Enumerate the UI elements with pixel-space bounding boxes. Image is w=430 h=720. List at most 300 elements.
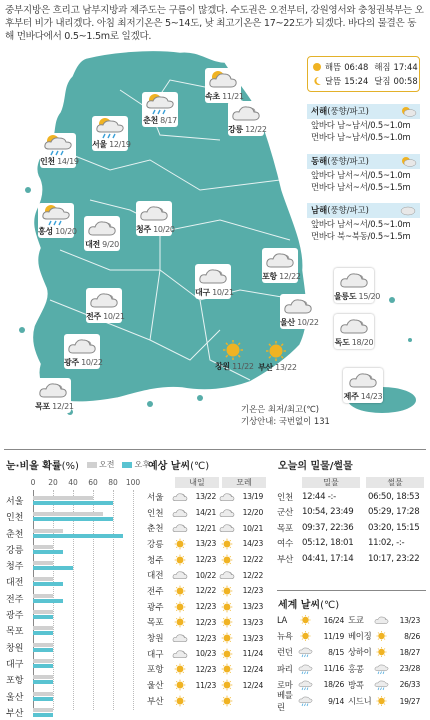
forecast-temp: 12/23: [195, 664, 216, 674]
cloud-icon: [400, 205, 416, 216]
sun-rain-icon: [43, 134, 73, 156]
sun-icon: [219, 585, 235, 597]
rain-bar-chart: [6, 492, 136, 720]
rain-bar-row: [6, 606, 136, 622]
far-value: 남서~서/0.5~1.5m: [337, 182, 411, 192]
sun-icon: [219, 632, 235, 644]
map-city: [86, 288, 125, 323]
forecast-temp: 11/24: [242, 649, 263, 659]
forecast-temp: 11/23: [195, 680, 216, 690]
sea-box-south: [307, 203, 420, 242]
map-city: [215, 339, 254, 372]
map-city: [334, 314, 374, 349]
cloud-icon: [283, 295, 313, 317]
tide-row: [277, 489, 425, 505]
rain-bar-row: [6, 671, 136, 687]
forecast-temp: 13/23: [195, 539, 216, 549]
sun-cloud-icon: [208, 69, 238, 91]
tide-table: [277, 476, 425, 567]
map-city-label: [64, 357, 103, 368]
world-city: 시드니: [348, 696, 372, 707]
tide-high-times: 05:12, 18:01: [302, 538, 354, 549]
sun-icon: [172, 585, 188, 597]
map-note: [241, 404, 330, 427]
sea-sub: (풍향/파고): [327, 156, 369, 166]
near-value: 남서~서/0.5~1.0m: [337, 219, 411, 229]
sun-icon: [219, 538, 235, 550]
map-city: [64, 334, 103, 369]
forecast-row: [147, 646, 269, 662]
forecast-temp: 10/21: [242, 523, 263, 533]
cloud-icon: [198, 265, 228, 287]
world-unit: (℃): [320, 600, 340, 611]
world-temp: 13/23: [399, 615, 420, 625]
cloud-icon: [172, 491, 188, 503]
rain-unit: (%): [61, 461, 79, 472]
far-label: 먼바다: [311, 182, 335, 192]
map-note-line2: 기상안내: 국번없이 131: [241, 415, 330, 426]
tide-port: 목포: [277, 523, 294, 534]
map-city-name: 광주: [64, 358, 79, 367]
map-city-label: [35, 401, 74, 412]
cloud-icon: [339, 269, 369, 291]
rain-bar-pm: [33, 550, 63, 554]
map-city-temp: 10/21: [209, 288, 234, 297]
rain-bar-pm: [33, 664, 53, 668]
map-city-label: [262, 271, 301, 282]
map-city-label: [343, 391, 383, 402]
map-city-temp: 12/19: [106, 140, 131, 149]
map-city-label: [258, 362, 297, 373]
forecast-row: [147, 520, 269, 536]
far-value: 북~북동/0.5~1.5m: [337, 231, 411, 241]
sun-rain-icon: [41, 204, 71, 226]
map-city-label: [334, 337, 374, 348]
forecast-temp: 12/23: [195, 555, 216, 565]
cloud-icon: [348, 369, 378, 391]
forecast-city: 전주: [147, 586, 164, 597]
map-city-name: 청주: [136, 225, 151, 234]
rain-bar-row: [6, 573, 136, 589]
map-city-temp: 13/22: [272, 363, 297, 372]
rain-bar-pm: [33, 599, 63, 603]
sun-icon: [219, 695, 235, 707]
rain-bar-row: [6, 688, 136, 704]
map-city-temp: 18/20: [349, 338, 374, 347]
map-city: [205, 68, 244, 103]
rain-icon: [298, 646, 313, 658]
forecast-col-tomorrow: 내일: [175, 477, 219, 488]
map-city: [40, 133, 79, 168]
sun-icon: [172, 679, 188, 691]
cloud-icon: [172, 632, 188, 644]
rain-bar-am: [33, 561, 53, 565]
forecast-row: [147, 567, 269, 583]
rain-category-label: 창원: [6, 643, 24, 654]
map-city: [334, 268, 381, 303]
map-city-temp: 14/19: [54, 157, 79, 166]
rain-bar-am: [33, 512, 103, 516]
forecast-temp: 12/23: [195, 602, 216, 612]
map-city: [258, 340, 297, 373]
map-city: [92, 116, 131, 151]
tide-low-times: 06:50, 18:53: [368, 491, 420, 502]
rain-bar-pm: [33, 517, 113, 521]
map-city-temp: 15/20: [356, 292, 381, 301]
tide-row: [277, 551, 425, 567]
cloud-icon: [339, 315, 369, 337]
rain-title-text: 눈·비올 확률: [6, 461, 62, 472]
cloud-icon: [231, 102, 261, 124]
map-city-name: 대전: [85, 240, 100, 249]
forecast-unit: (℃): [190, 461, 210, 472]
map-city-name: 제주: [343, 392, 359, 401]
world-row: [277, 612, 427, 628]
tide-high-times: 10:54, 23:49: [302, 507, 354, 518]
map-city-name: 목포: [35, 402, 50, 411]
world-weather-table: [277, 612, 427, 713]
sun-icon: [219, 554, 235, 566]
rain-title: [6, 457, 79, 472]
map-city-temp: 11/21: [219, 92, 244, 101]
tide-low-times: 10:17, 23:22: [368, 553, 420, 564]
map-city-name: 부산: [258, 363, 273, 372]
sea-sub: (풍향/파고): [327, 106, 369, 116]
world-row: [277, 661, 427, 677]
cloud-icon: [38, 379, 68, 401]
sun-icon: [219, 601, 235, 613]
cloud-icon: [219, 491, 235, 503]
map-city: [280, 294, 319, 329]
moon-icon: [312, 76, 322, 86]
moonset-time: 00:58: [393, 76, 418, 86]
divider: [4, 449, 426, 450]
rain-bar-am: [33, 626, 53, 630]
rain-bar-row: [6, 704, 136, 720]
map-city: [136, 201, 175, 236]
world-city: 뉴욕: [277, 631, 293, 642]
sun-icon: [261, 340, 291, 362]
map-city-label: [86, 311, 125, 322]
rain-bar-am: [33, 529, 63, 533]
tide-port: 군산: [277, 508, 294, 519]
forecast-title-text: 예상 날씨: [148, 461, 191, 472]
rain-bar-pm: [33, 697, 53, 701]
world-temp: 11/19: [323, 631, 344, 641]
map-city-temp: 12/21: [49, 402, 74, 411]
forecast-temp: 12/23: [195, 633, 216, 643]
forecast-temp: 10/23: [195, 649, 216, 659]
tide-row: [277, 536, 425, 552]
sunrise-label: 해뜸: [325, 62, 342, 72]
rain-bar-am: [33, 708, 53, 712]
near-label: 앞바다: [311, 120, 335, 130]
moonrise-time: 15:24: [344, 76, 369, 86]
rain-bar-am: [33, 496, 93, 500]
forecast-city: 청주: [147, 555, 164, 566]
sun-icon: [298, 614, 313, 626]
map-city-temp: 9/20: [99, 240, 119, 249]
rain-bar-pm: [33, 631, 53, 635]
map-city-name: 속초: [205, 92, 220, 101]
rain-bar-pm: [33, 648, 53, 652]
forecast-city: 광주: [147, 602, 164, 613]
world-row: [277, 677, 427, 693]
sun-cloud-icon: [400, 156, 416, 167]
sea-title: 서해: [311, 106, 328, 116]
rain-bar-pm: [33, 501, 113, 505]
world-temp: 9/14: [328, 696, 344, 706]
far-label: 먼바다: [311, 132, 335, 142]
cloud-icon: [139, 202, 169, 224]
forecast-title: [148, 457, 209, 472]
map-city-name: 전주: [86, 312, 101, 321]
forecast-row: [147, 536, 269, 552]
rain-category-label: 울산: [6, 692, 24, 703]
cloud-icon: [172, 569, 188, 581]
world-temp: 19/27: [399, 696, 420, 706]
map-city-name: 울릉도: [334, 292, 357, 301]
sun-icon: [172, 538, 188, 550]
forecast-col-dayafter: 모레: [222, 477, 266, 488]
rain-bar-am: [33, 643, 53, 647]
rain-icon: [298, 695, 313, 707]
world-temp: 18/26: [323, 680, 344, 690]
map-note-line1: 기온은 최저/최고(℃): [241, 404, 320, 414]
map-city: [195, 264, 234, 299]
map-city-name: 울산: [280, 318, 295, 327]
sea-box-east: [307, 154, 420, 193]
forecast-city: 울산: [147, 681, 164, 692]
forecast-temp: 12/22: [195, 586, 216, 596]
legend-am: 오전: [99, 460, 115, 469]
rain-bar-pm: [33, 615, 53, 619]
map-city-label: [40, 156, 79, 167]
rain-category-label: 서울: [6, 497, 24, 507]
map-city-name: 홍성: [38, 227, 53, 236]
map-city-label: [215, 361, 254, 372]
world-temp: 18/27: [399, 647, 420, 657]
forecast-temp: 14/21: [195, 508, 216, 518]
near-label: 앞바다: [311, 170, 335, 180]
forecast-city: 대전: [147, 571, 164, 582]
forecast-temp: 12/22: [242, 570, 263, 580]
moonset-label: 달짐: [374, 76, 391, 86]
world-temp: 16/24: [323, 615, 344, 625]
rain-category-label: 목포: [6, 627, 24, 638]
sea-title: 남해: [311, 205, 328, 215]
map-city: [142, 92, 178, 127]
forecast-temp: 13/23: [242, 633, 263, 643]
map-city-name: 포항: [262, 272, 277, 281]
cloud-icon: [87, 217, 117, 239]
forecast-city: 포항: [147, 665, 164, 676]
map-city-temp: 11/22: [229, 362, 254, 371]
map-city-name: 독도: [334, 338, 350, 347]
map-city: [343, 368, 383, 403]
rain-category-label: 청주: [6, 562, 24, 573]
world-temp: 8/26: [404, 631, 420, 641]
world-row: [277, 628, 427, 644]
forecast-row: [147, 693, 269, 709]
tide-high-times: 12:44 -:-: [302, 491, 336, 502]
cloud-icon: [172, 522, 188, 534]
sun-icon: [219, 679, 235, 691]
map-city-temp: 10/22: [294, 318, 319, 327]
sun-icon: [172, 554, 188, 566]
map-city-name: 강릉: [228, 125, 243, 134]
sun-icon: [312, 62, 322, 72]
forecast-temp: 12/22: [242, 555, 263, 565]
world-city: 홍콩: [348, 663, 364, 674]
map-city-label: [136, 224, 175, 235]
tide-row: [277, 505, 425, 521]
sun-icon: [219, 648, 235, 660]
world-title-text: 세계 날씨: [278, 600, 321, 611]
cloud-icon: [219, 522, 235, 534]
map-city-label: [280, 317, 319, 328]
forecast-city: 강릉: [147, 539, 164, 550]
forecast-city: 창원: [147, 634, 164, 645]
sun-icon: [374, 630, 389, 642]
sun-icon: [219, 663, 235, 675]
tide-col-high: 밀물: [302, 477, 360, 488]
sunset-time: 17:44: [393, 62, 418, 72]
sun-cloud-icon: [400, 106, 416, 117]
world-temp: 8/15: [328, 647, 344, 657]
rain-bar-am: [33, 594, 53, 598]
legend-pm: 오후: [134, 460, 150, 469]
world-city: 베를린: [277, 690, 293, 713]
rain-bar-am: [33, 659, 53, 663]
near-value: 남~남서/0.5~1.0m: [337, 120, 411, 130]
forecast-row: [147, 662, 269, 678]
map-city-temp: 10/20: [52, 227, 77, 236]
map-city-name: 춘천: [143, 116, 158, 125]
map-city-label: [142, 115, 178, 126]
forecast-temp: 14/23: [242, 539, 263, 549]
rain-bar-pm: [33, 680, 53, 684]
cloud-icon: [67, 335, 97, 357]
rain-category-label: 광주: [6, 611, 24, 622]
world-row: [277, 644, 427, 660]
rain-bar-am: [33, 610, 53, 614]
forecast-temp: 13/19: [242, 492, 263, 502]
map-city-label: [334, 291, 381, 302]
map-city-temp: 10/20: [150, 225, 175, 234]
rain-bar-am: [33, 545, 53, 549]
map-city: [38, 203, 77, 238]
forecast-city: 대구: [147, 649, 164, 660]
forecast-row: [147, 599, 269, 615]
forecast-row: [147, 677, 269, 693]
rain-axis-tick: 0: [30, 478, 36, 487]
rain-category-label: 전주: [6, 594, 24, 605]
rain-category-label: 대전: [6, 578, 24, 589]
tide-title: 오늘의 밀물/썰물: [278, 461, 353, 472]
far-value: 남~남서/0.5~1.0m: [337, 132, 411, 142]
forecast-city: 목포: [147, 618, 164, 629]
sea-box-west: [307, 104, 420, 143]
rain-axis-tick: 80: [108, 478, 118, 487]
cloud-icon: [172, 507, 188, 519]
forecast-row: [147, 583, 269, 599]
tide-low-times: 03:20, 15:15: [368, 522, 420, 533]
map-city-temp: 12/22: [242, 125, 267, 134]
tide-high-times: 09:37, 22:36: [302, 522, 354, 533]
world-city: LA: [277, 615, 287, 626]
sun-rain-icon: [145, 93, 175, 115]
world-temp: 11/16: [323, 664, 344, 674]
rain-bar-row: [6, 492, 136, 508]
rain-bar-row: [6, 541, 136, 557]
rain-bar-am: [33, 692, 53, 696]
cloud-icon: [219, 569, 235, 581]
sea-title: 동해: [311, 156, 328, 166]
map-city-label: [228, 124, 267, 135]
rain-axis-tick: 40: [68, 478, 78, 487]
forecast-temp: 13/23: [242, 617, 263, 627]
sun-icon: [374, 695, 389, 707]
cloud-icon: [172, 648, 188, 660]
map-city-temp: 12/22: [276, 272, 301, 281]
rain-bar-am: [33, 577, 53, 581]
forecast-row: [147, 489, 269, 505]
world-city: 상하이: [348, 647, 372, 658]
map-city-temp: 10/21: [100, 312, 125, 321]
world-row: [277, 690, 427, 713]
rain-bar-row: [6, 590, 136, 606]
forecast-city: 인천: [147, 508, 164, 519]
map-city-temp: 8/17: [157, 116, 177, 125]
rain-bar-row: [6, 525, 136, 541]
near-label: 앞바다: [311, 219, 335, 229]
rain-category-label: 강릉: [6, 545, 24, 556]
tide-row: [277, 520, 425, 536]
map-city: [84, 216, 120, 251]
rain-category-label: 대구: [6, 659, 24, 670]
world-city: 로마: [277, 679, 293, 690]
forecast-city: 춘천: [147, 524, 164, 535]
rain-axis-tick: 20: [48, 478, 58, 487]
sun-rain-icon: [95, 117, 125, 139]
forecast-temp: 12/24: [242, 664, 263, 674]
moonrise-label: 달뜸: [325, 76, 342, 86]
world-city: 방콕: [348, 679, 364, 690]
rain-category-label: 포항: [6, 676, 24, 687]
forecast-temp: 12/24: [242, 680, 263, 690]
intro-text: 중부지방은 흐리고 남부지방과 제주도는 구름이 많겠다. 수도권은 오전부터, 강원영서와 충청권북부는 오후부터 비가 내리겠다. 아침 최저기온은 5~14도, 낮 최고기온은 17~22도가 되겠다. 바다의 물결은 동해 먼바다에서 0.5~1.5m로 일겠다.: [5, 5, 424, 43]
rain-bar-pm: [33, 566, 73, 570]
rain-category-label: 인천: [6, 513, 24, 524]
world-temp: 26/33: [399, 680, 420, 690]
tide-low-times: 05:29, 17:28: [368, 507, 420, 518]
sunset-label: 해짐: [374, 62, 391, 72]
cloud-icon: [219, 507, 235, 519]
cloud-icon: [89, 289, 119, 311]
rain-bar-pm: [33, 534, 123, 538]
world-city: 파리: [277, 663, 293, 674]
rain-bar-row: [6, 508, 136, 524]
sun-icon: [374, 646, 389, 658]
forecast-temp: 12/23: [195, 617, 216, 627]
world-city: 베이징: [348, 631, 372, 642]
near-value: 남서~서/0.5~1.0m: [337, 170, 411, 180]
tide-port: 여수: [277, 539, 294, 550]
forecast-row: [147, 615, 269, 631]
map-city-label: [84, 239, 120, 250]
map-city: [262, 248, 301, 283]
